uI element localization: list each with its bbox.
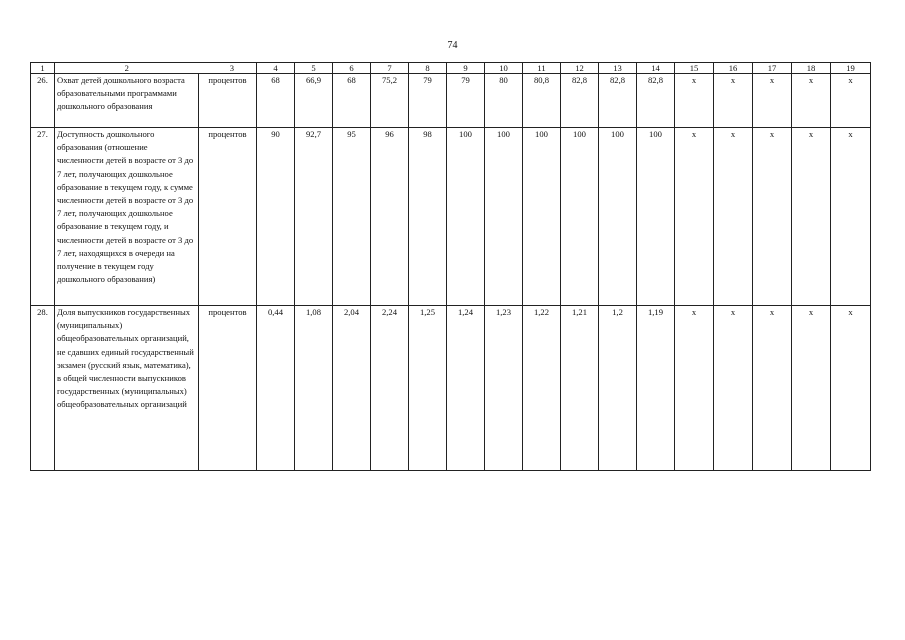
row-number: 26. [31,74,55,128]
indicator-name: Доля выпускников государственных (муниципальных) общеобразовательных организаций, не сдавших единый государственный экзамен (русский язык, математика), в общей численности выпускников государственных (муниципальных) общеобразовательных организаций [55,306,199,471]
not-applicable-mark: x [714,128,753,306]
value-cell: 1,23 [485,306,523,471]
value-cell: 82,8 [637,74,675,128]
value-cell: 100 [485,128,523,306]
not-applicable-mark: x [714,74,753,128]
not-applicable-mark: x [831,74,871,128]
value-cell: 82,8 [561,74,599,128]
value-cell: 90 [257,128,295,306]
value-cell: 100 [561,128,599,306]
column-number: 10 [485,63,523,74]
unit-cell: процентов [199,74,257,128]
column-number: 3 [199,63,257,74]
value-cell: 95 [333,128,371,306]
value-cell: 100 [447,128,485,306]
value-cell: 68 [257,74,295,128]
value-cell: 92,7 [295,128,333,306]
column-number: 1 [31,63,55,74]
value-cell: 66,9 [295,74,333,128]
unit-cell: процентов [199,306,257,471]
value-cell: 2,04 [333,306,371,471]
value-cell: 1,25 [409,306,447,471]
not-applicable-mark: x [831,306,871,471]
page-number: 74 [447,40,458,51]
row-number: 27. [31,128,55,306]
value-cell: 79 [409,74,447,128]
value-cell: 82,8 [599,74,637,128]
indicator-name: Охват детей дошкольного возраста образовательными программами дошкольного образования [55,74,199,128]
value-cell: 1,22 [523,306,561,471]
column-number: 5 [295,63,333,74]
column-number: 8 [409,63,447,74]
column-number: 2 [55,63,199,74]
not-applicable-mark: x [831,128,871,306]
column-number: 15 [675,63,714,74]
column-number: 19 [831,63,871,74]
unit-cell: процентов [199,128,257,306]
value-cell: 80 [485,74,523,128]
column-number: 14 [637,63,675,74]
column-number: 17 [753,63,792,74]
value-cell: 100 [523,128,561,306]
column-number: 12 [561,63,599,74]
column-number-row [31,63,871,74]
value-cell: 1,24 [447,306,485,471]
column-number: 6 [333,63,371,74]
row-number: 28. [31,306,55,471]
not-applicable-mark: x [753,128,792,306]
value-cell: 1,2 [599,306,637,471]
not-applicable-mark: x [714,306,753,471]
value-cell: 1,21 [561,306,599,471]
value-cell: 1,19 [637,306,675,471]
value-cell: 98 [409,128,447,306]
value-cell: 1,08 [295,306,333,471]
not-applicable-mark: x [792,74,831,128]
table-row [31,74,871,128]
column-number: 13 [599,63,637,74]
table-row [31,128,871,306]
value-cell: 100 [599,128,637,306]
value-cell: 96 [371,128,409,306]
not-applicable-mark: x [675,74,714,128]
value-cell: 2,24 [371,306,409,471]
value-cell: 80,8 [523,74,561,128]
column-number: 11 [523,63,561,74]
table-row [31,306,871,471]
not-applicable-mark: x [753,74,792,128]
not-applicable-mark: x [675,128,714,306]
column-number: 7 [371,63,409,74]
indicator-name: Доступность дошкольного образования (отношение численности детей в возрасте от 3 до 7 лет, получающих дошкольное образование в текущем году, к сумме численности детей в возрасте от 3 до 7 лет, получающих дошкольное образование в текущем году, и численности детей в возрасте от 3 до 7 лет, находящихся в очереди на получение в текущем году дошкольного образования) [55,128,199,306]
value-cell: 68 [333,74,371,128]
column-number: 18 [792,63,831,74]
value-cell: 75,2 [371,74,409,128]
not-applicable-mark: x [792,128,831,306]
column-number: 4 [257,63,295,74]
value-cell: 0,44 [257,306,295,471]
column-number: 9 [447,63,485,74]
value-cell: 79 [447,74,485,128]
column-number: 16 [714,63,753,74]
indicator-table [30,62,871,471]
not-applicable-mark: x [753,306,792,471]
value-cell: 100 [637,128,675,306]
not-applicable-mark: x [792,306,831,471]
not-applicable-mark: x [675,306,714,471]
